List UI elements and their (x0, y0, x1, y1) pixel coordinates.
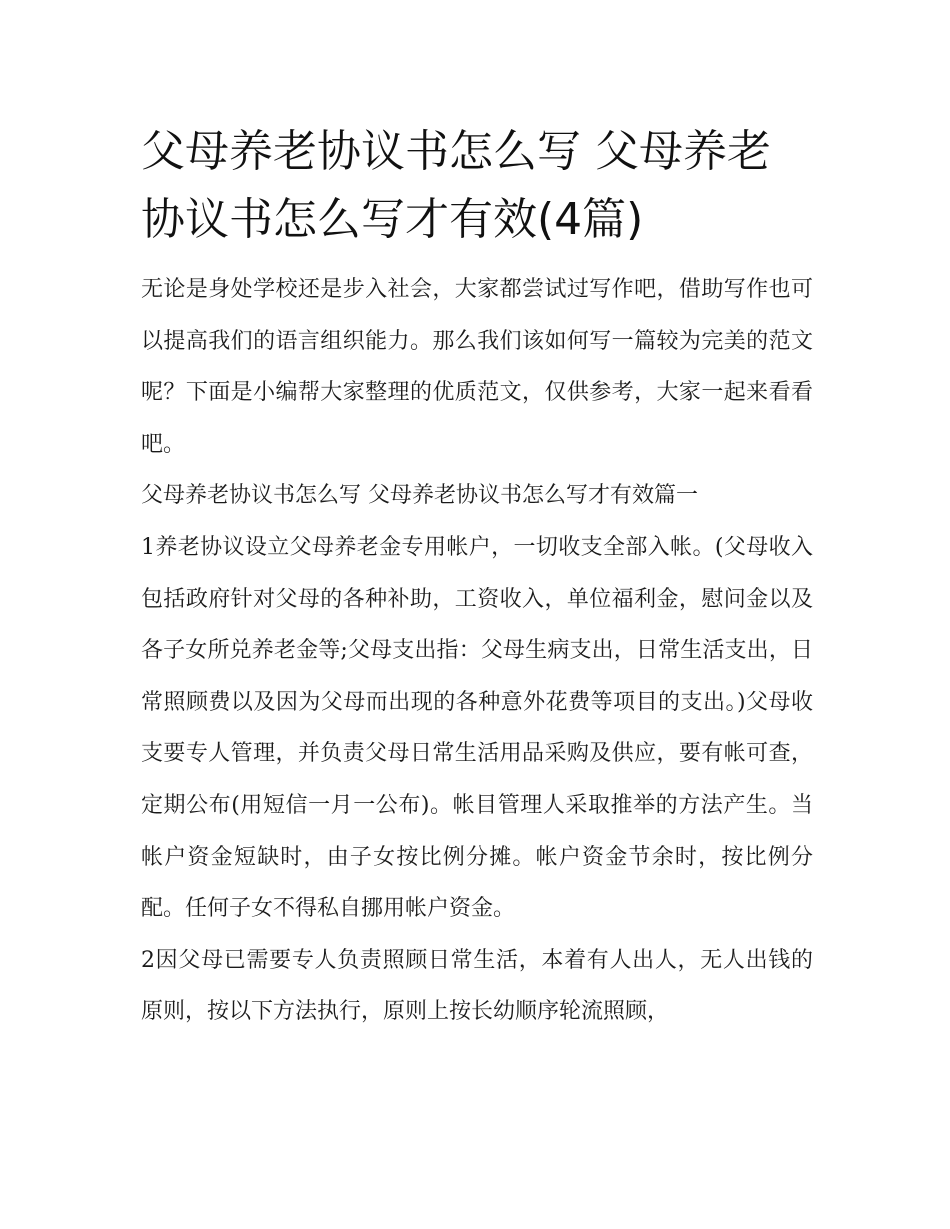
clause-1-paragraph: 1养老协议设立父母养老金专用帐户，一切收支全部入帐。(父母收入包括政府针对父母的各种补助，工资收入，单位福利金，慰问金以及各子女所兑养老金等;父母支出指：父母生病支出，日常生活支出，日常照顾费以及因为父母而出现的各种意外花费等项目的支出。)父母收支要专人管理，并负责父母日常生活用品采购及供应，要有帐可查，定期公布(用短信一月一公布)。帐目管理人采取推举的方法产生。当帐户资金短缺时，由子女按比例分摊。帐户资金节余时，按比例分配。任何子女不得私自挪用帐户资金。 (141, 534, 813, 922)
document-body (141, 118, 813, 1038)
clause-2-paragraph: 2因父母已需要专人负责照顾日常生活，本着有人出人，无人出钱的原则，按以下方法执行，原则上按长幼顺序轮流照顾， (141, 947, 813, 1025)
intro-paragraph: 无论是身处学校还是步入社会，大家都尝试过写作吧，借助写作也可以提高我们的语言组织能力。那么我们该如何写一篇较为完美的范文呢？下面是小编帮大家整理的优质范文，仅供参考，大家一起来看看吧。 (141, 277, 813, 457)
section-heading: 父母养老协议书怎么写 父母养老协议书怎么写才有效篇一 (141, 483, 698, 509)
title-spacer (141, 254, 813, 264)
document-title: 父母养老协议书怎么写 父母养老协议书怎么写才有效(4篇) (141, 126, 771, 245)
